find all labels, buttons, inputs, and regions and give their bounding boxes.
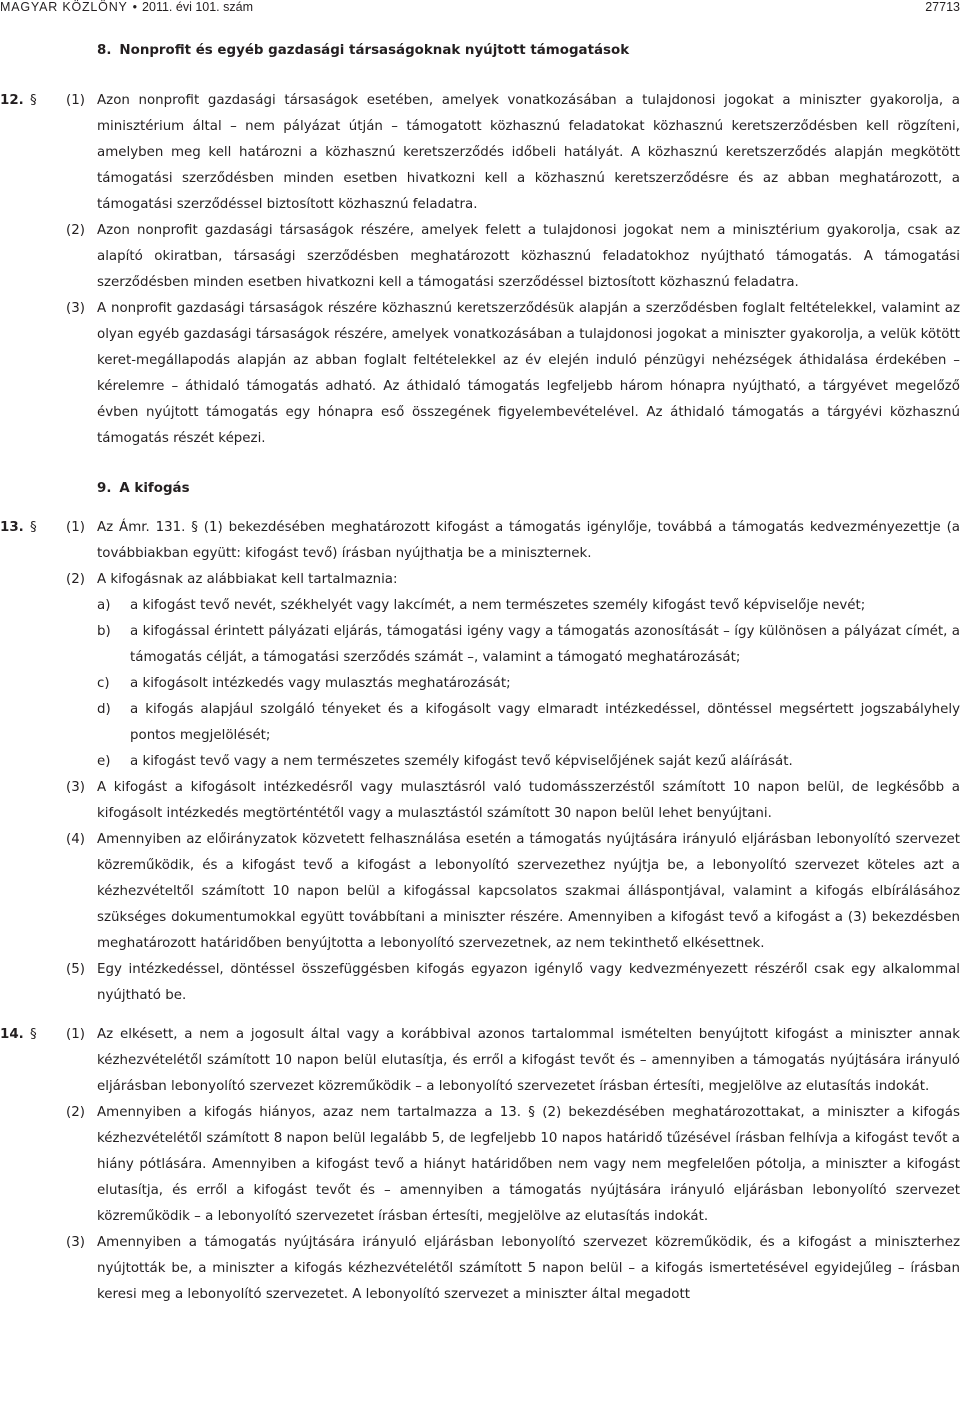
paragraph-number: (2) bbox=[66, 572, 85, 587]
paragraph-text: Egy intézkedéssel, döntéssel összefüggésben kifogás egyazon igénylő vagy kedvezményezett részéről csak egy alkalommal nyújtható be. bbox=[97, 962, 960, 1003]
bullet-separator: • bbox=[132, 0, 138, 14]
chapter-9-heading bbox=[0, 476, 960, 502]
list-item-letter: a) bbox=[97, 598, 111, 613]
paragraph-number: (2) bbox=[66, 1105, 85, 1120]
running-head bbox=[0, 0, 960, 22]
paragraph-text: Amennyiben a kifogás hiányos, azaz nem tartalmazza a 13. § (2) bekezdésében meghatározottakat, a miniszter a kifogás kézhezvételétől számított 8 napon belül legalább 5, de legfeljebb 10 napos határidő tűzésével írásban felhívja a kifogást tevőt a hiány pótlására. Amennyiben a kifogást tevő a hiányt határidőben nem vagy nem megfelelően pótolja, a miniszter a kifogást elutasítja, és erről a kifogást tevőt és – amennyiben a támogatás nyújtására irányuló eljárásban lebonyolító szervezet közreműködik – a lebonyolító szervezetet írásban értesíti, megjelölve az elutasítás indokát. bbox=[97, 1105, 960, 1224]
paragraph-text: A kifogásnak az alábbiakat kell tartalmaznia: bbox=[97, 572, 398, 587]
paragraph-text: A nonprofit gazdasági társaságok részére közhasznú keretszerződésük alapján a szerződésben foglalt feltételekkel, valamint az olyan egyéb gazdasági társaságok részére, amelyek vonatkozásában a tulajdonosi jogokat a miniszter gyakorolja, a velük kötött keret-megállapodás alapján az abban foglalt feltételekkel az év elején induló pénzügyi nehézségek áthidalása érdekében – kérelemre – áthidaló támogatás adható. Az áthidaló támogatás legfeljebb három hónapra nyújtható, a tárgyévet megelőző évben nyújtott támogatás egy hónapra eső összegének figyelembevételével. Az áthidaló támogatás a tárgyévi közhasznú támogatás részét képezi. bbox=[97, 301, 960, 446]
chapter-number: 9. bbox=[97, 481, 112, 496]
chapter-8-heading bbox=[0, 38, 960, 64]
list-item bbox=[97, 671, 960, 697]
list-item-letter: b) bbox=[97, 624, 111, 639]
paragraph-text: Amennyiben az előirányzatok közvetett felhasználása esetén a támogatás nyújtására irányuló eljárásban lebonyolító szervezet közreműködik, és a kifogást tevő a kifogást a lebonyolító szervezethez nyújtja be, a lebonyolító szervezet köteles azt a kézhezvételtől számított 10 napon belül a kifogással kapcsolatos szakmai álláspontjával, valamint a kifogás elbírálásához szükséges dokumentumokkal együtt továbbítani a miniszter részére. Amennyiben a kifogást tevő a kifogást a (3) bekezdésben meghatározott határidőben benyújtotta a lebonyolító szervezetnek, az nem tekinthető elkésettnek. bbox=[97, 832, 960, 951]
issue-label: 2011. évi 101. szám bbox=[142, 0, 253, 14]
section-symbol: § bbox=[30, 520, 37, 535]
list-item-text: a kifogás alapjául szolgáló tényeket és a kifogásolt vagy elmaradt intézkedéssel, döntéssel megsértett jogszabályhely pontos megjelölését; bbox=[130, 702, 960, 743]
chapter-title: A kifogás bbox=[119, 481, 190, 496]
list-item-letter: e) bbox=[97, 754, 111, 769]
list-item-text: a kifogással érintett pályázati eljárás, támogatási igény vagy a támogatás azonosítását – így különösen a pályázat címét, a támogatás célját, a támogatási szerződés számát –, valamint a támogató meghatározását; bbox=[130, 624, 960, 665]
section-12-paragraph-2 bbox=[0, 218, 960, 296]
section-14-paragraph-1 bbox=[0, 1022, 960, 1100]
journal-name: MAGYAR KÖZLÖNY bbox=[0, 0, 128, 14]
page-number: 27713 bbox=[925, 0, 960, 14]
list-item bbox=[97, 619, 960, 671]
section-symbol: § bbox=[30, 93, 37, 108]
section-13-paragraph-3 bbox=[0, 775, 960, 827]
paragraph-number: (1) bbox=[66, 93, 85, 108]
paragraph-number: (2) bbox=[66, 223, 85, 238]
list-item-text: a kifogásolt intézkedés vagy mulasztás meghatározását; bbox=[130, 676, 511, 691]
paragraph-number: (3) bbox=[66, 1235, 85, 1250]
list-item bbox=[97, 749, 960, 775]
section-number: 14. bbox=[0, 1027, 24, 1042]
section-12-paragraph-3 bbox=[0, 296, 960, 452]
list-item-letter: c) bbox=[97, 676, 110, 691]
paragraph-text: Amennyiben a támogatás nyújtására irányuló eljárásban lebonyolító szervezet közreműködik, és a kifogást a miniszterhez nyújtották be, a miniszter a kifogás kézhezvételétől számított 5 napon belül – a kifogás ismertetésével egyidejűleg – írásban keresi meg a lebonyolító szervezetet. A lebonyolító szervezet a miniszter által megadott bbox=[97, 1235, 960, 1302]
section-13-paragraph-1 bbox=[0, 515, 960, 567]
paragraph-number: (1) bbox=[66, 1027, 85, 1042]
paragraph-text: Azon nonprofit gazdasági társaságok részére, amelyek felett a tulajdonosi jogokat nem a minisztérium gyakorolja, csak az alapító okiratban, társasági szerződésben meghatározott közhasznú feladatokhoz nyújtható támogatás. A támogatási szerződésben minden esetben hivatkozni kell a támogatási szerződéssel biztosított közhasznú feladatra. bbox=[97, 223, 960, 290]
paragraph-text: A kifogást a kifogásolt intézkedésről vagy mulasztásról való tudomásszerzéstől számított 10 napon belül, de legkésőbb a kifogásolt intézkedés megtörténtétől vagy a mulasztástól számított 30 napon belül lehet benyújtani. bbox=[97, 780, 960, 821]
section-number: 12. bbox=[0, 93, 24, 108]
section-12-paragraph-1 bbox=[0, 88, 960, 218]
paragraph-text: Azon nonprofit gazdasági társaságok esetében, amelyek vonatkozásában a tulajdonosi jogokat a miniszter gyakorolja, a minisztérium által – nem pályázat útján – támogatott közhasznú feladatokat közhasznú keretszerződésben kell rögzíteni, amelyben meg kell határozni a közhasznú keretszerződés időbeli hatályát. A közhasznú keretszerződés alapján megkötött támogatási szerződésben minden esetben hivatkozni kell a közhasznú keretszerződésre és az abban meghatározott, a támogatási szerződéssel biztosított közhasznú feladatra. bbox=[97, 93, 960, 212]
section-14-paragraph-3 bbox=[0, 1230, 960, 1308]
list-item bbox=[97, 593, 960, 619]
paragraph-number: (5) bbox=[66, 962, 85, 977]
list-item-text: a kifogást tevő nevét, székhelyét vagy lakcímét, a nem természetes személy kifogást tevő képviselője nevét; bbox=[130, 598, 866, 613]
paragraph-number: (3) bbox=[66, 780, 85, 795]
list-item-text: a kifogást tevő vagy a nem természetes személy kifogást tevő képviselőjének saját kezű aláírását. bbox=[130, 754, 793, 769]
section-13-paragraph-5 bbox=[0, 957, 960, 1009]
section-number: 13. bbox=[0, 520, 24, 535]
chapter-number: 8. bbox=[97, 43, 112, 58]
paragraph-number: (1) bbox=[66, 520, 85, 535]
section-symbol: § bbox=[30, 1027, 37, 1042]
paragraph-text: Az elkésett, a nem a jogosult által vagy a korábbival azonos tartalommal ismételten benyújtott kifogást a miniszter annak kézhezvételétől számított 10 napon belül elutasítja, és erről a kifogást tevőt és – amennyiben a támogatás nyújtására irányuló eljárásban lebonyolító szervezet közreműködik – a lebonyolító szervezetet írásban értesíti, megjelölve az elutasítás indokát. bbox=[97, 1027, 960, 1094]
list-item-letter: d) bbox=[97, 702, 111, 717]
paragraph-number: (4) bbox=[66, 832, 85, 847]
list-item bbox=[97, 697, 960, 749]
section-14-paragraph-2 bbox=[0, 1100, 960, 1230]
section-13-paragraph-4 bbox=[0, 827, 960, 957]
chapter-title: Nonprofit és egyéb gazdasági társaságoknak nyújtott támogatások bbox=[119, 43, 630, 58]
paragraph-text: Az Ámr. 131. § (1) bekezdésében meghatározott kifogást a támogatás igénylője, továbbá a támogatás kedvezményezettje (a továbbiakban együtt: kifogást tevő) írásban nyújthatja be a miniszternek. bbox=[97, 520, 960, 561]
paragraph-number: (3) bbox=[66, 301, 85, 316]
page-content bbox=[0, 38, 960, 1308]
section-13-paragraph-2 bbox=[0, 567, 960, 593]
running-head-left bbox=[0, 0, 253, 14]
